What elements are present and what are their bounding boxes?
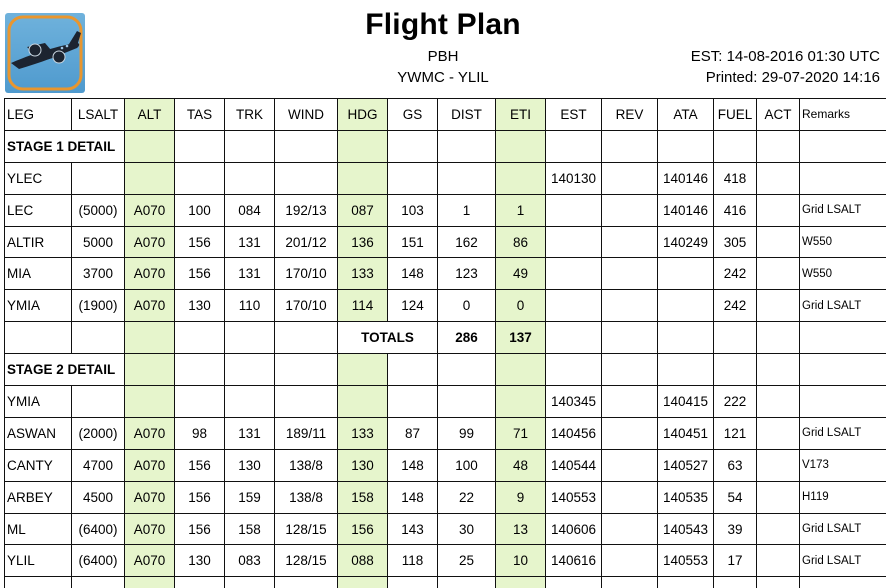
table-cell [225,130,275,162]
table-cell [714,354,757,386]
table-row [5,577,886,588]
cell-alt [125,162,175,194]
totals-dist: 286 [438,322,496,354]
table-cell [72,322,125,354]
table-row [5,290,886,322]
table-cell [757,322,800,354]
cell-hdg: 133 [338,417,388,449]
cell-est [546,290,602,322]
cell-wind: 138/8 [275,481,338,513]
column-header-act: ACT [757,99,800,131]
column-header-trk: TRK [225,99,275,131]
section-title: STAGE 2 DETAIL [5,354,125,386]
cell-trk: 131 [225,417,275,449]
cell-leg: ALTIR [5,226,72,258]
table-cell [275,322,338,354]
cell-ata: 140527 [658,449,714,481]
table-cell [546,130,602,162]
cell-remarks: Grid LSALT [800,194,886,226]
cell-leg: YMIA [5,290,72,322]
cell-remarks: V173 [800,449,886,481]
cell-act [757,513,800,545]
cell-dist: 123 [438,258,496,290]
cell-alt: A070 [125,545,175,577]
cell-rev [602,162,658,194]
cell-remarks: Grid LSALT [800,417,886,449]
table-cell [5,322,72,354]
cell-rev [602,194,658,226]
column-header-remarks: Remarks [800,99,886,131]
cell-gs: 148 [388,449,438,481]
cell-eti: 48 [496,449,546,481]
cell-act [757,481,800,513]
cell-gs: 143 [388,513,438,545]
cell-lsalt [72,386,125,418]
cell-wind: 201/12 [275,226,338,258]
cell-wind [275,577,338,588]
cell-act [757,258,800,290]
cell-eti [496,162,546,194]
cell-alt: A070 [125,258,175,290]
table-row [5,417,886,449]
cell-rev [602,481,658,513]
cell-trk: 131 [225,258,275,290]
table-row [5,449,886,481]
cell-dist [438,386,496,418]
table-cell [546,322,602,354]
cell-gs: 148 [388,258,438,290]
cell-trk [225,162,275,194]
estimated-time: EST: 14-08-2016 01:30 UTC [690,48,880,65]
cell-act [757,386,800,418]
cell-ata [658,290,714,322]
table-cell [438,354,496,386]
cell-eti [496,577,546,588]
cell-trk: 158 [225,513,275,545]
cell-eti: 10 [496,545,546,577]
cell-hdg: 156 [338,513,388,545]
cell-est: 140456 [546,417,602,449]
cell-leg [5,577,72,588]
table-header-row [5,99,886,131]
cell-wind: 138/8 [275,449,338,481]
cell-gs [388,386,438,418]
cell-act [757,449,800,481]
cell-est [546,194,602,226]
cell-act [757,545,800,577]
cell-gs: 124 [388,290,438,322]
cell-hdg: 158 [338,481,388,513]
cell-act [757,194,800,226]
cell-hdg: 114 [338,290,388,322]
cell-wind: 192/13 [275,194,338,226]
cell-wind: 189/11 [275,417,338,449]
cell-trk [225,386,275,418]
cell-act [757,417,800,449]
column-header-gs: GS [388,99,438,131]
cell-est [546,226,602,258]
table-cell [496,354,546,386]
cell-gs: 151 [388,226,438,258]
section-row [5,130,886,162]
cell-fuel: 121 [714,417,757,449]
cell-dist: 162 [438,226,496,258]
cell-gs [388,577,438,588]
cell-hdg: 088 [338,545,388,577]
cell-est [546,577,602,588]
cell-eti: 49 [496,258,546,290]
cell-tas [175,577,225,588]
cell-est: 140544 [546,449,602,481]
table-cell [496,130,546,162]
cell-rev [602,449,658,481]
cell-remarks: Grid LSALT [800,513,886,545]
cell-ata: 140415 [658,386,714,418]
cell-gs: 148 [388,481,438,513]
table-cell [175,130,225,162]
cell-tas: 130 [175,290,225,322]
cell-rev [602,577,658,588]
cell-lsalt: (5000) [72,194,125,226]
cell-rev [602,226,658,258]
cell-remarks: H119 [800,481,886,513]
cell-eti: 0 [496,290,546,322]
cell-leg: ARBEY [5,481,72,513]
cell-fuel: 416 [714,194,757,226]
cell-ata: 140553 [658,545,714,577]
table-cell [175,354,225,386]
cell-trk: 110 [225,290,275,322]
cell-fuel: 418 [714,162,757,194]
cell-lsalt: 4700 [72,449,125,481]
cell-dist: 100 [438,449,496,481]
cell-rev [602,386,658,418]
column-header-dist: DIST [438,99,496,131]
cell-remarks [800,162,886,194]
cell-tas: 156 [175,513,225,545]
cell-leg: CANTY [5,449,72,481]
column-header-fuel: FUEL [714,99,757,131]
cell-lsalt: 3700 [72,258,125,290]
cell-remarks [800,386,886,418]
column-header-leg: LEG [5,99,72,131]
table-cell [438,130,496,162]
cell-tas: 100 [175,194,225,226]
cell-lsalt [72,577,125,588]
cell-fuel: 242 [714,258,757,290]
cell-gs: 87 [388,417,438,449]
cell-rev [602,258,658,290]
table-cell [225,322,275,354]
cell-hdg: 136 [338,226,388,258]
cell-hdg: 087 [338,194,388,226]
table-cell [338,354,388,386]
cell-leg: ML [5,513,72,545]
table-cell [658,130,714,162]
table-cell [225,354,275,386]
table-cell [800,130,886,162]
table-row [5,481,886,513]
cell-wind [275,162,338,194]
cell-remarks: W550 [800,258,886,290]
cell-leg: YLEC [5,162,72,194]
cell-lsalt: 4500 [72,481,125,513]
flight-plan-table [4,98,886,588]
column-header-hdg: HDG [338,99,388,131]
cell-act [757,577,800,588]
cell-gs: 103 [388,194,438,226]
cell-alt: A070 [125,481,175,513]
cell-alt: A070 [125,290,175,322]
cell-rev [602,417,658,449]
cell-alt [125,577,175,588]
cell-wind: 170/10 [275,258,338,290]
cell-ata: 140451 [658,417,714,449]
cell-hdg [338,162,388,194]
table-cell [388,354,438,386]
totals-row [5,322,886,354]
cell-tas: 130 [175,545,225,577]
cell-wind: 170/10 [275,290,338,322]
cell-lsalt [72,162,125,194]
cell-lsalt: (6400) [72,545,125,577]
column-header-est: EST [546,99,602,131]
cell-remarks: Grid LSALT [800,545,886,577]
table-cell [275,130,338,162]
cell-act [757,226,800,258]
printed-time: Printed: 29-07-2020 14:16 [705,69,880,86]
cell-tas: 156 [175,226,225,258]
cell-ata [658,577,714,588]
table-row [5,386,886,418]
cell-lsalt: (1900) [72,290,125,322]
cell-est [546,258,602,290]
cell-rev [602,545,658,577]
cell-alt: A070 [125,513,175,545]
table-cell [658,322,714,354]
cell-ata: 140543 [658,513,714,545]
aircraft-id: PBH [427,48,459,65]
cell-dist: 1 [438,194,496,226]
cell-trk: 083 [225,545,275,577]
section-title: STAGE 1 DETAIL [5,130,125,162]
column-header-ata: ATA [658,99,714,131]
cell-fuel: 39 [714,513,757,545]
cell-tas: 98 [175,417,225,449]
cell-fuel: 242 [714,290,757,322]
totals-label: TOTALS [338,322,438,354]
cell-alt [125,386,175,418]
cell-dist: 99 [438,417,496,449]
table-cell [714,130,757,162]
cell-leg: YLIL [5,545,72,577]
cell-alt: A070 [125,226,175,258]
cell-tas [175,162,225,194]
table-row [5,194,886,226]
cell-ata: 140249 [658,226,714,258]
cell-rev [602,513,658,545]
cell-hdg: 130 [338,449,388,481]
cell-gs: 118 [388,545,438,577]
cell-fuel [714,577,757,588]
table-row [5,545,886,577]
cell-est: 140616 [546,545,602,577]
cell-leg: YMIA [5,386,72,418]
section-row [5,354,886,386]
cell-fuel: 222 [714,386,757,418]
column-header-lsalt: LSALT [72,99,125,131]
cell-dist [438,577,496,588]
cell-est: 140130 [546,162,602,194]
table-cell [175,322,225,354]
table-cell [602,322,658,354]
cell-ata [658,258,714,290]
table-cell [602,354,658,386]
column-header-tas: TAS [175,99,225,131]
cell-dist: 30 [438,513,496,545]
cell-dist: 22 [438,481,496,513]
table-cell [125,354,175,386]
cell-est: 140345 [546,386,602,418]
cell-lsalt: 5000 [72,226,125,258]
cell-eti: 1 [496,194,546,226]
table-cell [275,354,338,386]
cell-leg: LEC [5,194,72,226]
cell-leg: ASWAN [5,417,72,449]
cell-trk: 084 [225,194,275,226]
table-cell [800,354,886,386]
page-title: Flight Plan [365,8,521,41]
cell-act [757,290,800,322]
cell-ata: 140535 [658,481,714,513]
table-cell [658,354,714,386]
table-cell [546,354,602,386]
cell-wind [275,386,338,418]
cell-trk [225,577,275,588]
table-cell [338,130,388,162]
totals-eti: 137 [496,322,546,354]
cell-tas: 156 [175,258,225,290]
cell-fuel: 54 [714,481,757,513]
cell-hdg [338,386,388,418]
cell-remarks: W550 [800,226,886,258]
table-cell [757,130,800,162]
cell-lsalt: (2000) [72,417,125,449]
cell-alt: A070 [125,417,175,449]
cell-act [757,162,800,194]
cell-eti: 9 [496,481,546,513]
cell-dist [438,162,496,194]
table-cell [757,354,800,386]
cell-remarks: Grid LSALT [800,290,886,322]
table-row [5,226,886,258]
cell-remarks [800,577,886,588]
column-header-eti: ETI [496,99,546,131]
cell-fuel: 17 [714,545,757,577]
cell-fuel: 305 [714,226,757,258]
cell-eti [496,386,546,418]
cell-trk: 130 [225,449,275,481]
column-header-alt: ALT [125,99,175,131]
cell-tas: 156 [175,481,225,513]
cell-wind: 128/15 [275,545,338,577]
cell-dist: 0 [438,290,496,322]
cell-alt: A070 [125,449,175,481]
cell-dist: 25 [438,545,496,577]
table-cell [125,322,175,354]
cell-fuel: 63 [714,449,757,481]
table-cell [800,322,886,354]
cell-est: 140553 [546,481,602,513]
cell-leg: MIA [5,258,72,290]
cell-eti: 13 [496,513,546,545]
table-row [5,513,886,545]
table-cell [602,130,658,162]
cell-wind: 128/15 [275,513,338,545]
cell-hdg [338,577,388,588]
column-header-wind: WIND [275,99,338,131]
cell-trk: 131 [225,226,275,258]
table-cell [714,322,757,354]
cell-tas: 156 [175,449,225,481]
cell-trk: 159 [225,481,275,513]
cell-tas [175,386,225,418]
cell-est: 140606 [546,513,602,545]
cell-lsalt: (6400) [72,513,125,545]
column-header-rev: REV [602,99,658,131]
cell-hdg: 133 [338,258,388,290]
table-cell [125,130,175,162]
cell-ata: 140146 [658,194,714,226]
cell-eti: 71 [496,417,546,449]
cell-gs [388,162,438,194]
table-row [5,258,886,290]
cell-eti: 86 [496,226,546,258]
table-cell [388,130,438,162]
route: YWMC - YLIL [397,69,489,86]
cell-rev [602,290,658,322]
table-row [5,162,886,194]
cell-alt: A070 [125,194,175,226]
cell-ata: 140146 [658,162,714,194]
